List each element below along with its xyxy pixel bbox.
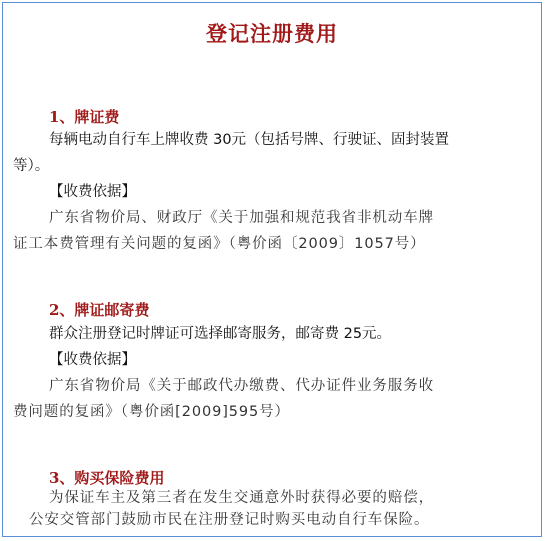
- section-3-body-line-1: 为保证车主及第三者在发生交通意外时获得必要的赔偿，: [49, 490, 434, 506]
- section-1-body-line-2: 等）。: [13, 158, 50, 174]
- fee-info-panel: [2, 2, 542, 537]
- section-3-heading: 3、购买保险费用: [49, 469, 165, 487]
- section-2-basis-label: 【收费依据】: [49, 352, 136, 368]
- section-2-heading: 2、牌证邮寄费: [49, 301, 150, 319]
- section-2-basis-line-2: 费问题的复函》（粤价函[2009]595号）: [13, 404, 290, 420]
- section-1-basis-line-2: 证工本费管理有关问题的复函》（粤价函〔2009〕1057号）: [13, 236, 426, 252]
- page-title: 登记注册费用: [206, 21, 338, 46]
- section-1-basis-line-1: 广东省物价局、财政厅《关于加强和规范我省非机动车牌: [49, 210, 434, 226]
- section-1-basis-label: 【收费依据】: [49, 184, 136, 200]
- section-3-body-line-2: 公安交管部门鼓励市民在注册登记时购买电动自行车保险。: [29, 512, 430, 528]
- section-1-heading: 1、牌证费: [49, 108, 120, 126]
- section-2-body-line-1: 群众注册登记时牌证可选择邮寄服务，邮寄费 25元。: [49, 326, 392, 342]
- section-1-body-line-1: 每辆电动自行车上牌收费 30元（包括号牌、行驶证、固封装置: [49, 132, 450, 148]
- section-2-basis-line-1: 广东省物价局《关于邮政代办缴费、代办证件业务服务收: [49, 378, 434, 394]
